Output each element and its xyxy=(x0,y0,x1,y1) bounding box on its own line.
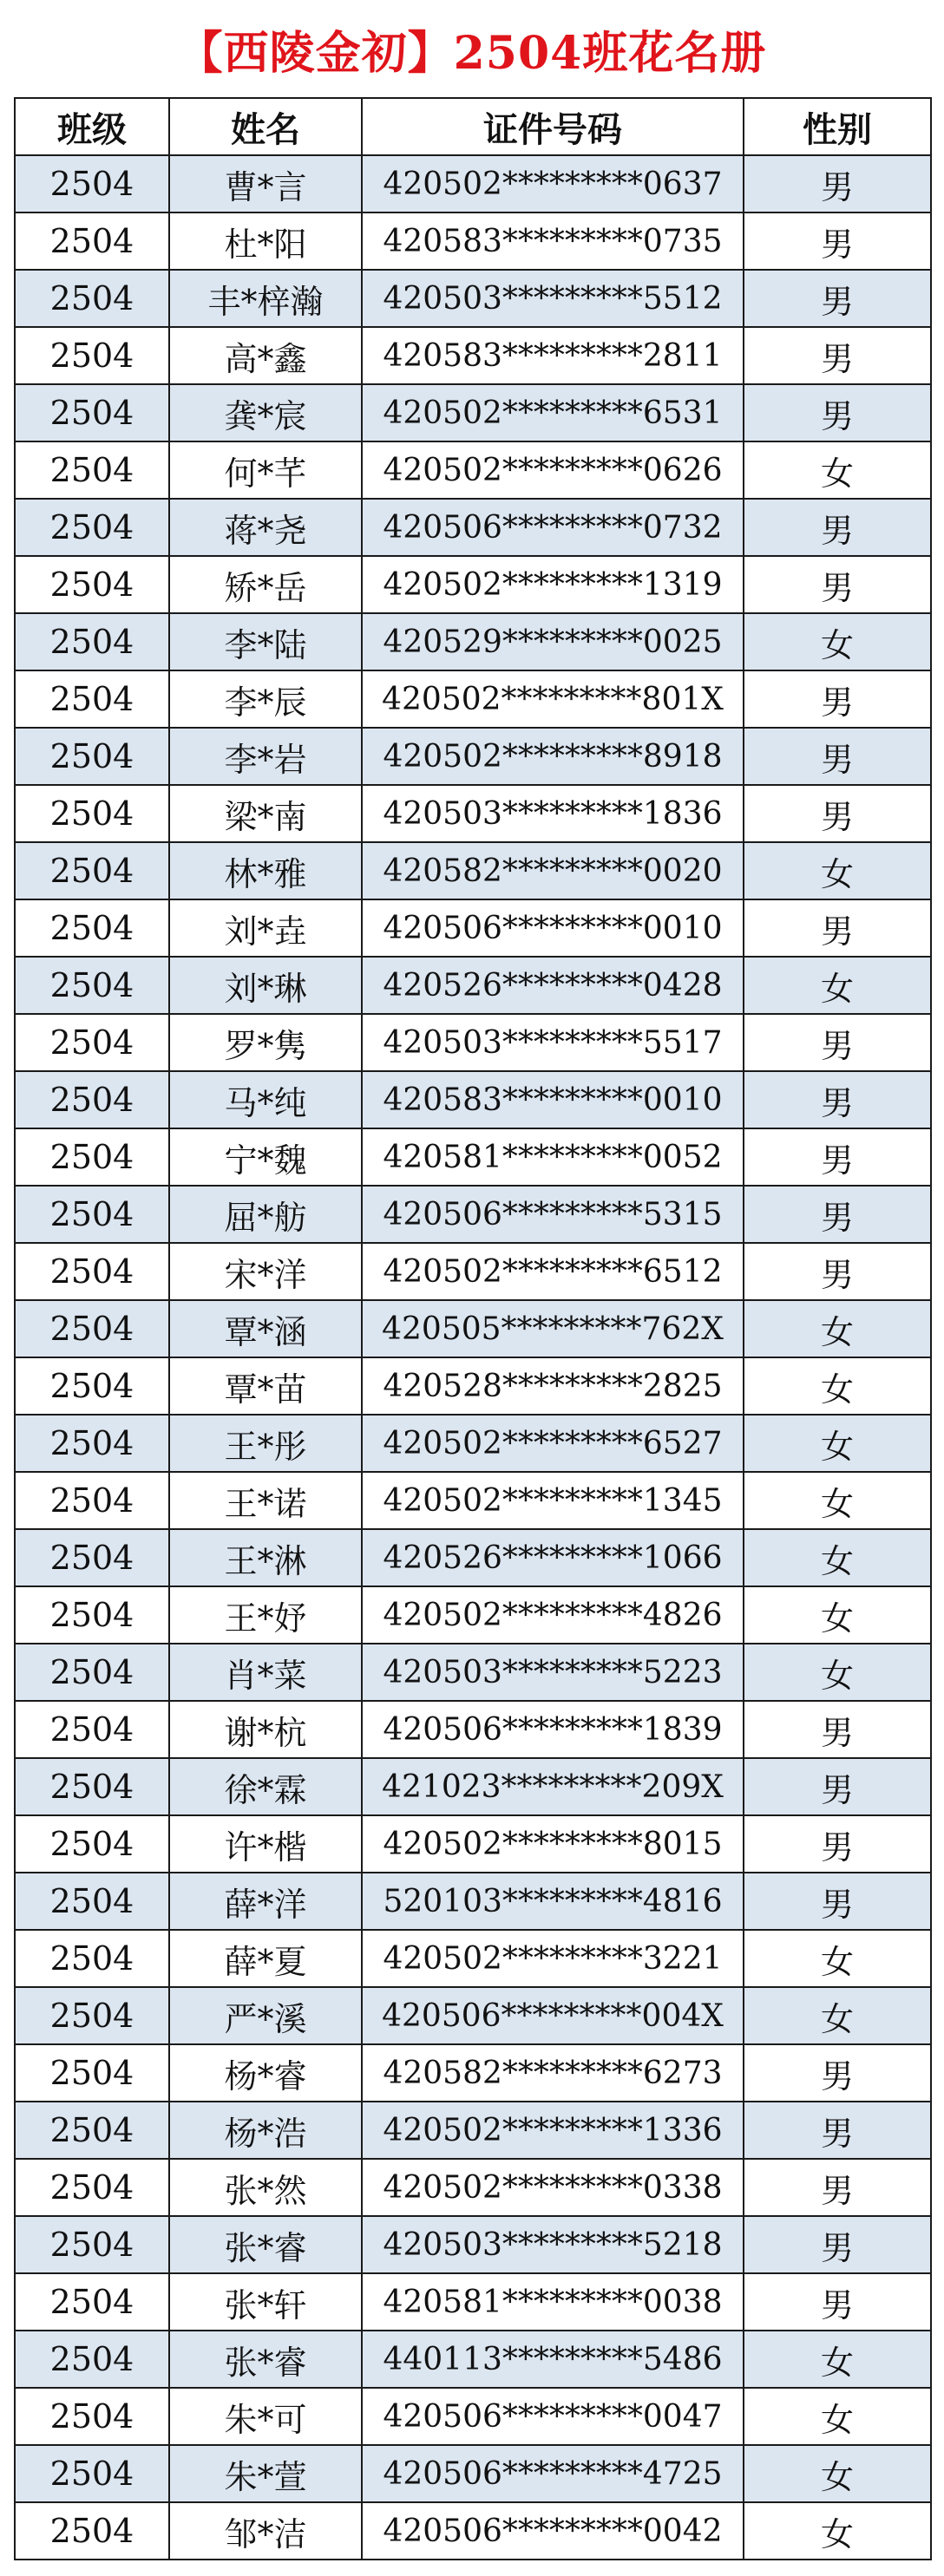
cell-name: 薛*夏 xyxy=(169,1930,362,1987)
cell-gender: 女 xyxy=(744,2445,931,2502)
roster-table xyxy=(14,97,932,2560)
cell-name: 矫*岳 xyxy=(169,556,362,613)
cell-id: 420526*********1066 xyxy=(362,1529,744,1586)
cell-gender: 男 xyxy=(744,1128,931,1186)
cell-class: 2504 xyxy=(15,2159,169,2216)
cell-gender: 女 xyxy=(744,2331,931,2388)
cell-gender: 男 xyxy=(744,327,931,384)
cell-gender: 女 xyxy=(744,1930,931,1987)
cell-name: 严*溪 xyxy=(169,1987,362,2044)
cell-class: 2504 xyxy=(15,1415,169,1472)
cell-id: 420502*********8015 xyxy=(362,1815,744,1873)
cell-class: 2504 xyxy=(15,1243,169,1300)
cell-id: 440113*********5486 xyxy=(362,2331,744,2388)
cell-name: 杨*睿 xyxy=(169,2044,362,2102)
cell-gender: 男 xyxy=(744,1873,931,1930)
cell-class: 2504 xyxy=(15,1357,169,1415)
cell-id: 421023*********209X xyxy=(362,1758,744,1815)
table-row xyxy=(15,2159,931,2216)
cell-name: 张*轩 xyxy=(169,2273,362,2331)
cell-name: 曹*言 xyxy=(169,155,362,212)
cell-gender: 男 xyxy=(744,1701,931,1758)
cell-class: 2504 xyxy=(15,212,169,270)
cell-id: 420502*********6512 xyxy=(362,1243,744,1300)
table-row xyxy=(15,1300,931,1357)
table-row xyxy=(15,1930,931,1987)
cell-name: 王*妤 xyxy=(169,1586,362,1644)
table-row xyxy=(15,2102,931,2159)
cell-name: 朱*可 xyxy=(169,2388,362,2445)
table-row xyxy=(15,384,931,441)
table-row xyxy=(15,327,931,384)
cell-id: 420505*********762X xyxy=(362,1300,744,1357)
cell-name: 张*然 xyxy=(169,2159,362,2216)
cell-id: 420502*********6527 xyxy=(362,1415,744,1472)
cell-gender: 男 xyxy=(744,384,931,441)
table-row xyxy=(15,1357,931,1415)
roster-body xyxy=(15,155,931,2560)
cell-class: 2504 xyxy=(15,2216,169,2273)
cell-class: 2504 xyxy=(15,2273,169,2331)
column-header-class: 班级 xyxy=(15,98,169,155)
cell-class: 2504 xyxy=(15,1701,169,1758)
cell-gender: 女 xyxy=(744,1472,931,1529)
table-row xyxy=(15,1987,931,2044)
cell-id: 420502*********1336 xyxy=(362,2102,744,2159)
cell-class: 2504 xyxy=(15,155,169,212)
cell-id: 420503*********5218 xyxy=(362,2216,744,2273)
page-title: 【西陵金初】2504班花名册 xyxy=(177,26,767,80)
cell-name: 刘*琳 xyxy=(169,957,362,1014)
cell-gender: 男 xyxy=(744,270,931,327)
cell-name: 王*彤 xyxy=(169,1415,362,1472)
cell-gender: 男 xyxy=(744,2102,931,2159)
table-row xyxy=(15,1472,931,1529)
cell-id: 420583*********0735 xyxy=(362,212,744,270)
column-header-name: 姓名 xyxy=(169,98,362,155)
cell-id: 420502*********1319 xyxy=(362,556,744,613)
cell-id: 420506*********4725 xyxy=(362,2445,744,2502)
table-row xyxy=(15,1014,931,1071)
cell-gender: 男 xyxy=(744,1758,931,1815)
cell-id: 420502*********1345 xyxy=(362,1472,744,1529)
cell-class: 2504 xyxy=(15,2044,169,2102)
table-row xyxy=(15,899,931,957)
table-row xyxy=(15,2445,931,2502)
cell-class: 2504 xyxy=(15,1586,169,1644)
cell-gender: 男 xyxy=(744,899,931,957)
cell-name: 邹*洁 xyxy=(169,2502,362,2560)
table-row xyxy=(15,1186,931,1243)
column-header-id: 证件号码 xyxy=(362,98,744,155)
cell-id: 420581*********0052 xyxy=(362,1128,744,1186)
cell-name: 高*鑫 xyxy=(169,327,362,384)
cell-name: 李*岩 xyxy=(169,728,362,785)
cell-class: 2504 xyxy=(15,2502,169,2560)
cell-id: 420502*********801X xyxy=(362,670,744,728)
table-row xyxy=(15,2331,931,2388)
cell-id: 420583*********2811 xyxy=(362,327,744,384)
cell-name: 龚*宸 xyxy=(169,384,362,441)
table-row xyxy=(15,2502,931,2560)
cell-gender: 男 xyxy=(744,2159,931,2216)
cell-gender: 女 xyxy=(744,1586,931,1644)
cell-id: 420582*********0020 xyxy=(362,842,744,899)
cell-gender: 女 xyxy=(744,441,931,499)
cell-gender: 男 xyxy=(744,728,931,785)
cell-name: 覃*涵 xyxy=(169,1300,362,1357)
cell-name: 何*芊 xyxy=(169,441,362,499)
cell-class: 2504 xyxy=(15,1014,169,1071)
cell-name: 罗*隽 xyxy=(169,1014,362,1071)
cell-name: 梁*南 xyxy=(169,785,362,842)
cell-gender: 女 xyxy=(744,2502,931,2560)
cell-gender: 男 xyxy=(744,1071,931,1128)
table-row xyxy=(15,155,931,212)
cell-id: 420503*********1836 xyxy=(362,785,744,842)
table-row xyxy=(15,212,931,270)
cell-id: 420582*********6273 xyxy=(362,2044,744,2102)
cell-gender: 男 xyxy=(744,2044,931,2102)
cell-id: 420506*********0010 xyxy=(362,899,744,957)
cell-gender: 女 xyxy=(744,2388,931,2445)
table-row xyxy=(15,1529,931,1586)
cell-class: 2504 xyxy=(15,1815,169,1873)
cell-name: 宋*洋 xyxy=(169,1243,362,1300)
cell-gender: 女 xyxy=(744,1415,931,1472)
cell-id: 420502*********0637 xyxy=(362,155,744,212)
table-row xyxy=(15,1815,931,1873)
table-row xyxy=(15,1128,931,1186)
table-row xyxy=(15,957,931,1014)
cell-class: 2504 xyxy=(15,957,169,1014)
cell-gender: 男 xyxy=(744,556,931,613)
cell-gender: 男 xyxy=(744,1014,931,1071)
cell-name: 李*陆 xyxy=(169,613,362,670)
table-row xyxy=(15,1415,931,1472)
cell-class: 2504 xyxy=(15,499,169,556)
cell-id: 420528*********2825 xyxy=(362,1357,744,1415)
cell-class: 2504 xyxy=(15,1529,169,1586)
cell-id: 420502*********0626 xyxy=(362,441,744,499)
cell-id: 420581*********0038 xyxy=(362,2273,744,2331)
cell-class: 2504 xyxy=(15,728,169,785)
table-row xyxy=(15,556,931,613)
cell-class: 2504 xyxy=(15,785,169,842)
cell-id: 420503*********5517 xyxy=(362,1014,744,1071)
table-row xyxy=(15,670,931,728)
cell-id: 420502*********4826 xyxy=(362,1586,744,1644)
cell-gender: 男 xyxy=(744,785,931,842)
table-row xyxy=(15,499,931,556)
cell-name: 薛*洋 xyxy=(169,1873,362,1930)
cell-name: 王*诺 xyxy=(169,1472,362,1529)
table-row xyxy=(15,613,931,670)
cell-name: 李*辰 xyxy=(169,670,362,728)
cell-class: 2504 xyxy=(15,1472,169,1529)
cell-class: 2504 xyxy=(15,1071,169,1128)
cell-id: 420502*********0338 xyxy=(362,2159,744,2216)
cell-name: 宁*魏 xyxy=(169,1128,362,1186)
cell-id: 420583*********0010 xyxy=(362,1071,744,1128)
cell-id: 420506*********0047 xyxy=(362,2388,744,2445)
cell-gender: 女 xyxy=(744,1987,931,2044)
cell-class: 2504 xyxy=(15,2445,169,2502)
cell-class: 2504 xyxy=(15,556,169,613)
cell-gender: 男 xyxy=(744,1815,931,1873)
cell-class: 2504 xyxy=(15,1300,169,1357)
cell-name: 丰*梓瀚 xyxy=(169,270,362,327)
cell-gender: 男 xyxy=(744,1186,931,1243)
table-row xyxy=(15,1243,931,1300)
table-row xyxy=(15,441,931,499)
cell-id: 420529*********0025 xyxy=(362,613,744,670)
cell-class: 2504 xyxy=(15,270,169,327)
table-row xyxy=(15,2044,931,2102)
cell-class: 2504 xyxy=(15,441,169,499)
header-row xyxy=(15,98,931,155)
cell-name: 谢*杭 xyxy=(169,1701,362,1758)
cell-name: 马*纯 xyxy=(169,1071,362,1128)
table-row xyxy=(15,2388,931,2445)
cell-class: 2504 xyxy=(15,1873,169,1930)
cell-class: 2504 xyxy=(15,1644,169,1701)
cell-id: 420506*********0042 xyxy=(362,2502,744,2560)
cell-name: 王*淋 xyxy=(169,1529,362,1586)
table-row xyxy=(15,842,931,899)
table-row xyxy=(15,1644,931,1701)
cell-id: 420502*********8918 xyxy=(362,728,744,785)
cell-gender: 女 xyxy=(744,1357,931,1415)
cell-id: 420503*********5512 xyxy=(362,270,744,327)
cell-class: 2504 xyxy=(15,384,169,441)
cell-id: 420526*********0428 xyxy=(362,957,744,1014)
cell-name: 许*楷 xyxy=(169,1815,362,1873)
cell-name: 杨*浩 xyxy=(169,2102,362,2159)
cell-id: 420502*********3221 xyxy=(362,1930,744,1987)
cell-gender: 男 xyxy=(744,499,931,556)
cell-name: 张*睿 xyxy=(169,2216,362,2273)
cell-gender: 女 xyxy=(744,1300,931,1357)
cell-id: 420506*********0732 xyxy=(362,499,744,556)
cell-id: 520103*********4816 xyxy=(362,1873,744,1930)
cell-class: 2504 xyxy=(15,842,169,899)
cell-id: 420506*********1839 xyxy=(362,1701,744,1758)
cell-name: 朱*萱 xyxy=(169,2445,362,2502)
cell-gender: 男 xyxy=(744,212,931,270)
table-row xyxy=(15,2273,931,2331)
cell-gender: 女 xyxy=(744,1529,931,1586)
cell-gender: 男 xyxy=(744,670,931,728)
cell-name: 蒋*尧 xyxy=(169,499,362,556)
column-header-gender: 性别 xyxy=(744,98,931,155)
table-row xyxy=(15,785,931,842)
cell-class: 2504 xyxy=(15,1128,169,1186)
cell-gender: 男 xyxy=(744,2273,931,2331)
cell-name: 屈*舫 xyxy=(169,1186,362,1243)
cell-gender: 男 xyxy=(744,155,931,212)
cell-gender: 男 xyxy=(744,1243,931,1300)
cell-id: 420503*********5223 xyxy=(362,1644,744,1701)
cell-gender: 女 xyxy=(744,1644,931,1701)
cell-name: 徐*霖 xyxy=(169,1758,362,1815)
cell-class: 2504 xyxy=(15,613,169,670)
cell-class: 2504 xyxy=(15,2102,169,2159)
cell-name: 杜*阳 xyxy=(169,212,362,270)
table-row xyxy=(15,1586,931,1644)
cell-name: 张*睿 xyxy=(169,2331,362,2388)
cell-id: 420506*********004X xyxy=(362,1987,744,2044)
cell-class: 2504 xyxy=(15,1758,169,1815)
cell-name: 林*雅 xyxy=(169,842,362,899)
cell-name: 肖*菜 xyxy=(169,1644,362,1701)
cell-id: 420506*********5315 xyxy=(362,1186,744,1243)
cell-class: 2504 xyxy=(15,899,169,957)
cell-name: 覃*苗 xyxy=(169,1357,362,1415)
cell-class: 2504 xyxy=(15,2388,169,2445)
cell-gender: 女 xyxy=(744,613,931,670)
table-row xyxy=(15,270,931,327)
table-row xyxy=(15,1873,931,1930)
cell-gender: 女 xyxy=(744,842,931,899)
cell-gender: 男 xyxy=(744,2216,931,2273)
cell-name: 刘*垚 xyxy=(169,899,362,957)
table-row xyxy=(15,2216,931,2273)
table-row xyxy=(15,1071,931,1128)
cell-id: 420502*********6531 xyxy=(362,384,744,441)
cell-class: 2504 xyxy=(15,2331,169,2388)
cell-gender: 女 xyxy=(744,957,931,1014)
table-row xyxy=(15,728,931,785)
cell-class: 2504 xyxy=(15,1930,169,1987)
table-row xyxy=(15,1701,931,1758)
cell-class: 2504 xyxy=(15,670,169,728)
cell-class: 2504 xyxy=(15,1186,169,1243)
cell-class: 2504 xyxy=(15,327,169,384)
cell-class: 2504 xyxy=(15,1987,169,2044)
table-row xyxy=(15,1758,931,1815)
